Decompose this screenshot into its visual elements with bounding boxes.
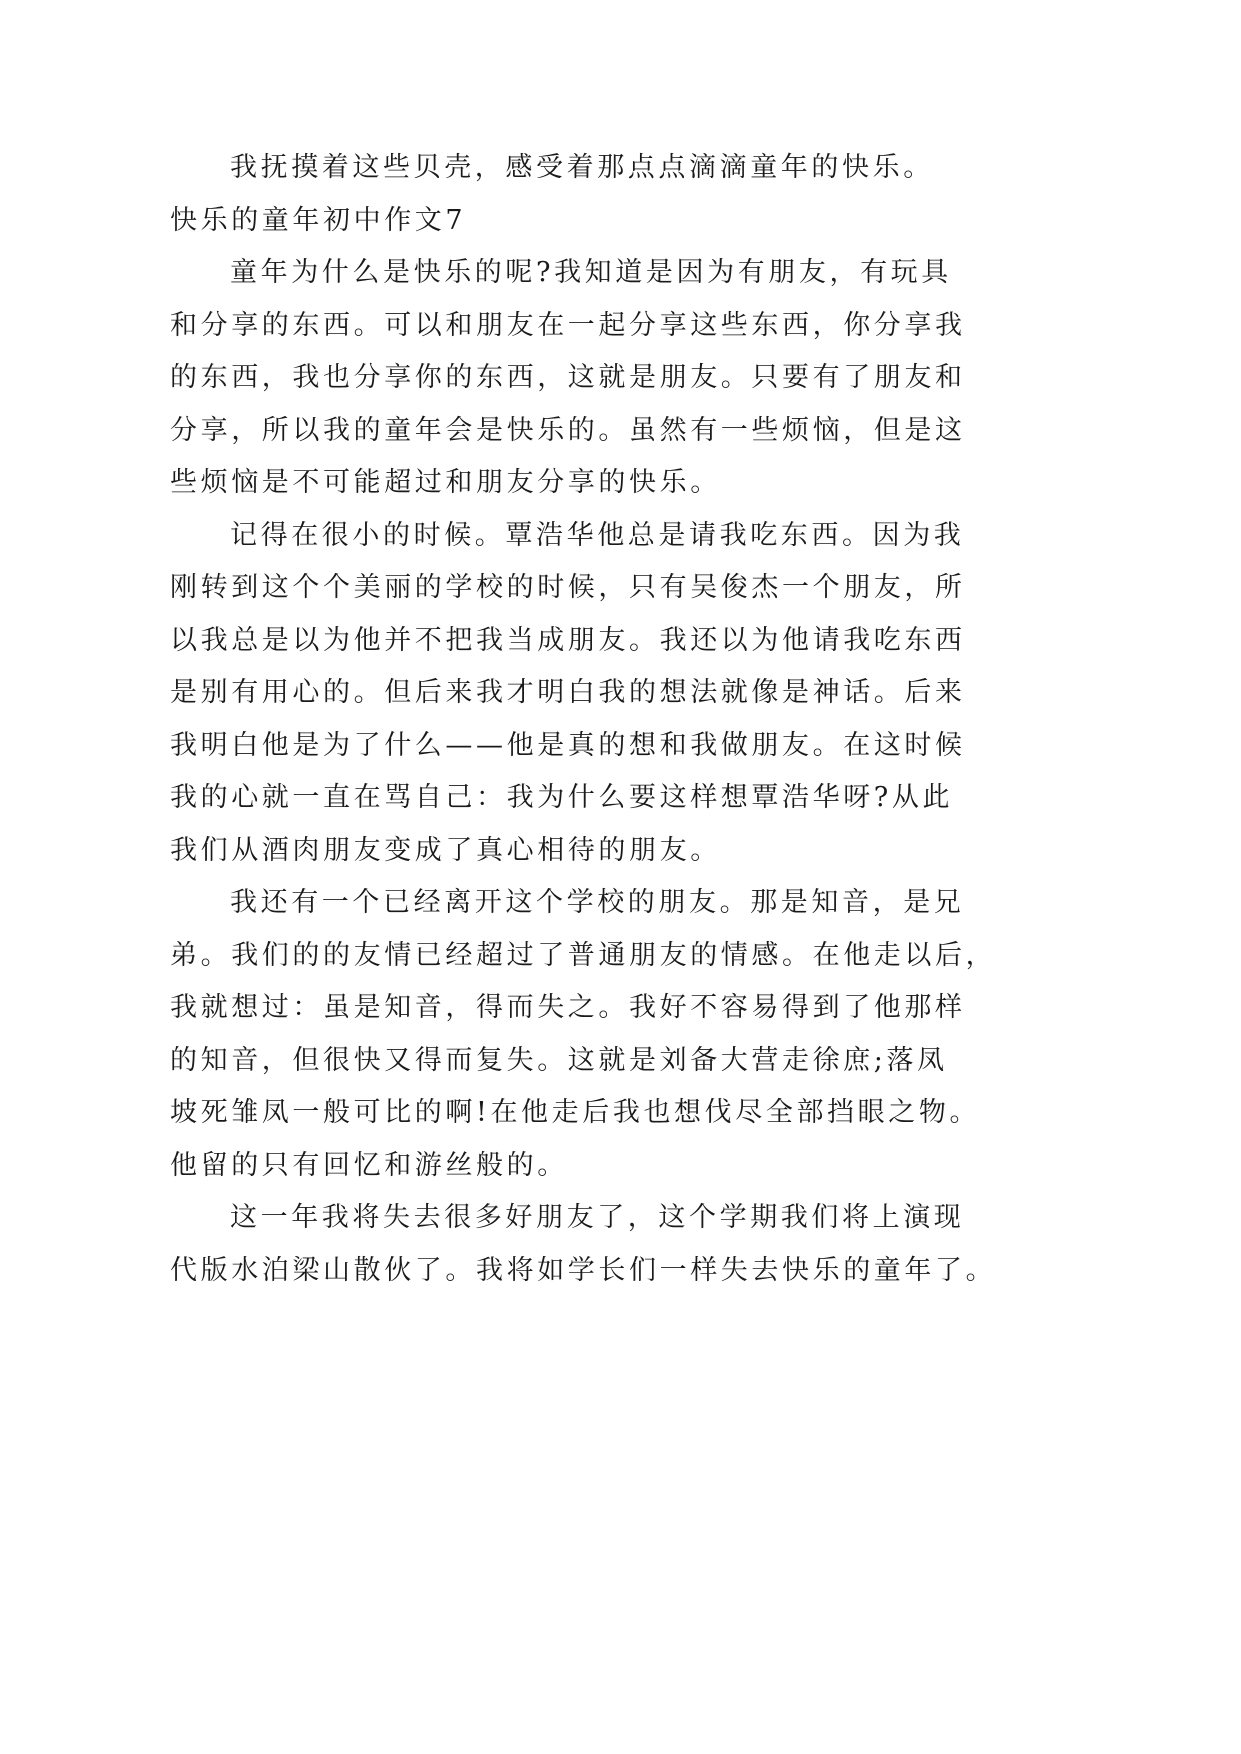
essay-body: [170, 142, 997, 1297]
text-line: 的东西，我也分享你的东西，这就是朋友。只要有了朋友和: [170, 362, 966, 393]
text-line: 记得在很小的时候。覃浩华他总是请我吃东西。因为我: [230, 519, 965, 551]
text-line: 他留的只有回忆和游丝般的。: [170, 1149, 568, 1181]
text-line: 我就想过：虽是知音，得而失之。我好不容易得到了他那样: [170, 992, 966, 1023]
text-line: 坡死雏凤一般可比的啊!在他走后我也想伐尽全部挡眼之物。: [170, 1097, 981, 1128]
text-line: 这一年我将失去很多好朋友了，这个学期我们将上演现: [230, 1202, 965, 1233]
text-line: 的知音，但很快又得而复失。这就是刘备大营走徐庶;落凤: [170, 1044, 948, 1076]
text-line: 是别有用心的。但后来我才明白我的想法就像是神话。后来: [170, 677, 966, 708]
text-line: 童年为什么是快乐的呢?我知道是因为有朋友，有玩具: [230, 257, 952, 288]
text-line: 以我总是以为他并不把我当成朋友。我还以为他请我吃东西: [170, 624, 966, 656]
text-line: 代版水泊梁山散伙了。我将如学长们一样失去快乐的童年了。: [170, 1254, 997, 1286]
text-line: 我抚摸着这些贝壳，感受着那点点滴滴童年的快乐。: [230, 152, 934, 183]
text-line: 我的心就一直在骂自己：我为什么要这样想覃浩华呀?从此: [170, 782, 954, 813]
text-line: 刚转到这个个美丽的学校的时候，只有吴俊杰一个朋友，所: [170, 572, 966, 603]
essay-title: 快乐的童年初中作文7: [170, 204, 467, 236]
text-line: 些烦恼是不可能超过和朋友分享的快乐。: [170, 467, 721, 498]
text-line: 分享，所以我的童年会是快乐的。虽然有一些烦恼，但是这: [170, 414, 966, 446]
text-line: 弟。我们的的友情已经超过了普通朋友的情感。在他走以后，: [170, 939, 997, 971]
text-line: 我明白他是为了什么——他是真的想和我做朋友。在这时候: [170, 729, 966, 761]
text-line: 我们从酒肉朋友变成了真心相待的朋友。: [170, 834, 721, 866]
text-line: 我还有一个已经离开这个学校的朋友。那是知音，是兄: [230, 887, 965, 918]
text-line: 和分享的东西。可以和朋友在一起分享这些东西，你分享我: [170, 309, 966, 341]
